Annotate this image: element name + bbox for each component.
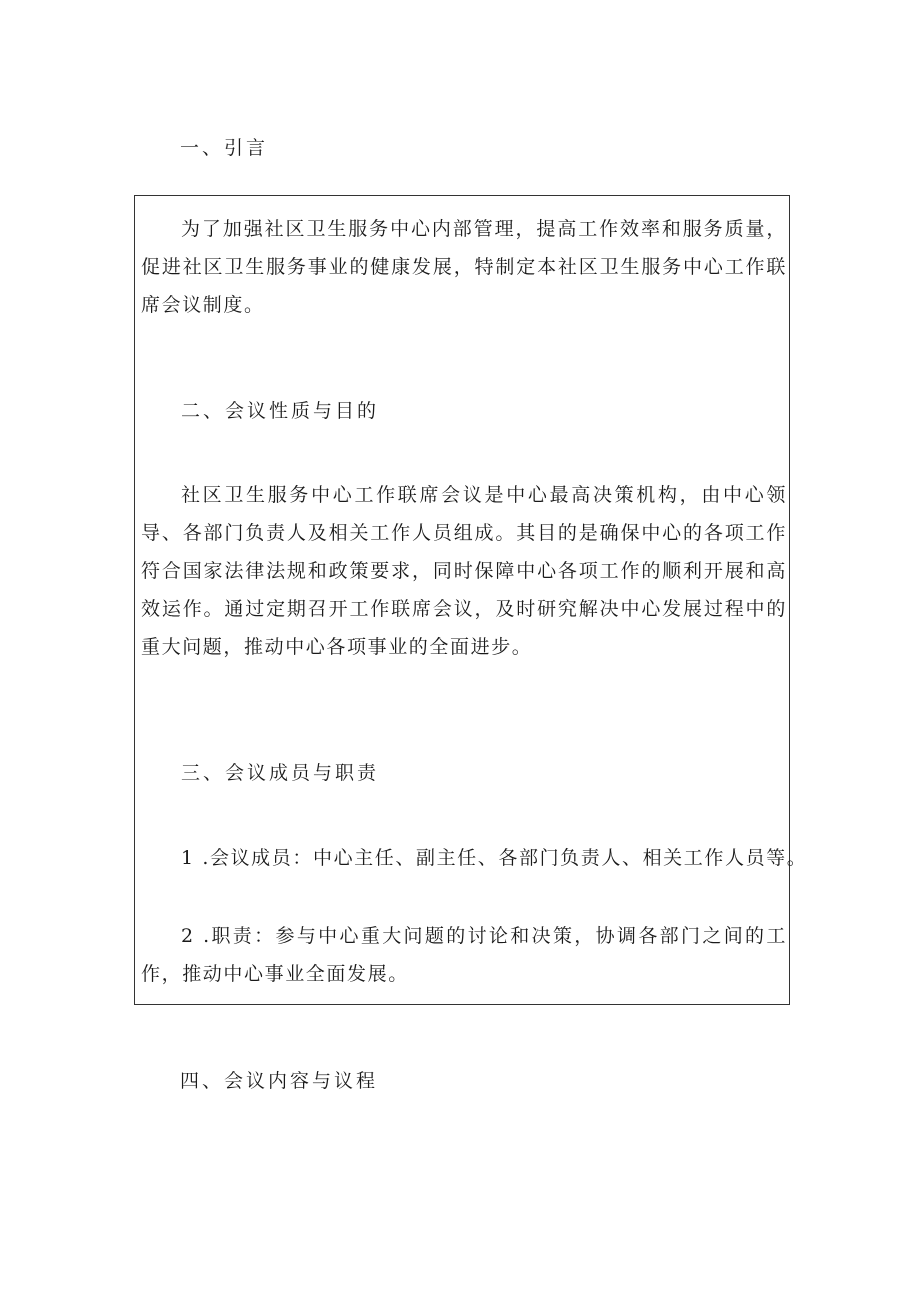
section-heading-members: 三、会议成员与职责 <box>181 762 380 784</box>
members-item-1: 1 .会议成员：中心主任、副主任、各部门负责人、相关工作人员等。 <box>181 847 808 869</box>
section-heading-intro: 一、引言 <box>180 137 269 159</box>
nature-paragraph: 社区卫生服务中心工作联席会议是中心最高决策机构，由中心领导、各部门负责人及相关工作人员组成。其目的是确保中心的各项工作符合国家法律法规和政策要求，同时保障中心各项工作的顺利开展和高效运作。通过定期召开工作联席会议，及时研究解决中心发展过程中的重大问题，推动中心各项事业的全面进步。 <box>141 484 787 658</box>
section-heading-content: 四、会议内容与议程 <box>180 1070 379 1092</box>
content-frame <box>134 195 808 1005</box>
intro-paragraph: 为了加强社区卫生服务中心内部管理，提高工作效率和服务质量，促进社区卫生服务事业的健康发展，特制定本社区卫生服务中心工作联席会议制度。 <box>141 218 787 316</box>
members-item-2: 2 .职责：参与中心重大问题的讨论和决策，协调各部门之间的工作，推动中心事业全面发展。 <box>141 925 787 985</box>
section-heading-nature: 二、会议性质与目的 <box>181 400 380 422</box>
